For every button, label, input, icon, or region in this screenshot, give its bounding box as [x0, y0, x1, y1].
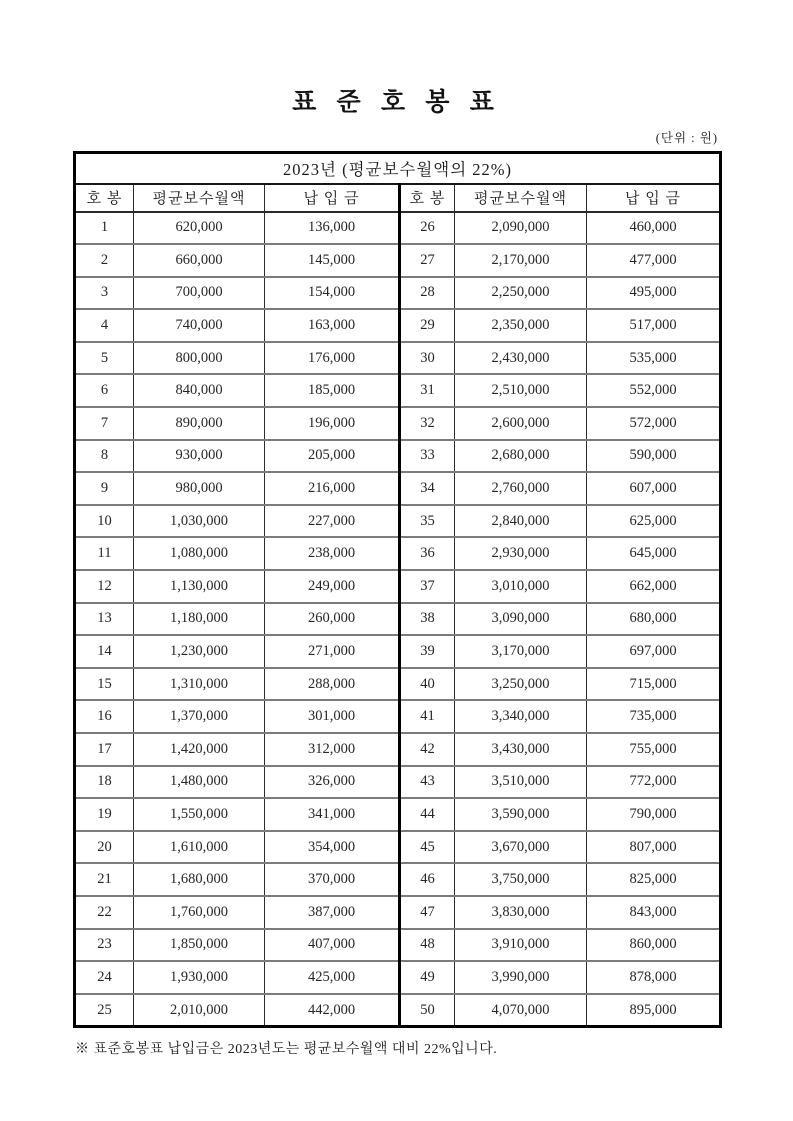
salary-cell-right: 3,830,000: [455, 896, 587, 929]
table-row: [75, 537, 721, 570]
salary-cell-right: 2,760,000: [455, 472, 587, 505]
payment-cell-right: 590,000: [587, 440, 721, 473]
salary-cell-right: 3,990,000: [455, 961, 587, 994]
salary-cell-right: 2,430,000: [455, 342, 587, 375]
salary-cell-left: 660,000: [134, 244, 265, 277]
payment-cell-right: 825,000: [587, 863, 721, 896]
salary-cell-left: 740,000: [134, 309, 265, 342]
table-row: [75, 505, 721, 538]
salary-cell-right: 2,680,000: [455, 440, 587, 473]
payment-cell-right: 807,000: [587, 831, 721, 864]
payment-cell-left: 238,000: [265, 537, 400, 570]
salary-cell-right: 3,010,000: [455, 570, 587, 603]
salary-cell-left: 890,000: [134, 407, 265, 440]
grade-cell-right: 28: [400, 277, 455, 310]
table-row: [75, 635, 721, 668]
grade-cell-right: 47: [400, 896, 455, 929]
table-row: [75, 472, 721, 505]
table-row: [75, 309, 721, 342]
column-header-payment-left: 납 입 금: [265, 184, 400, 212]
grade-cell-right: 35: [400, 505, 455, 538]
payment-cell-left: 288,000: [265, 668, 400, 701]
salary-cell-right: 3,250,000: [455, 668, 587, 701]
grade-cell-left: 22: [75, 896, 134, 929]
salary-cell-left: 980,000: [134, 472, 265, 505]
grade-cell-right: 45: [400, 831, 455, 864]
grade-cell-left: 15: [75, 668, 134, 701]
grade-cell-left: 19: [75, 798, 134, 831]
grade-cell-right: 41: [400, 700, 455, 733]
salary-cell-left: 1,230,000: [134, 635, 265, 668]
payment-cell-left: 354,000: [265, 831, 400, 864]
salary-cell-left: 930,000: [134, 440, 265, 473]
grade-cell-left: 14: [75, 635, 134, 668]
table-row: [75, 896, 721, 929]
salary-cell-left: 1,480,000: [134, 766, 265, 799]
salary-cell-right: 3,090,000: [455, 603, 587, 636]
grade-cell-right: 38: [400, 603, 455, 636]
salary-cell-left: 1,180,000: [134, 603, 265, 636]
grade-cell-left: 8: [75, 440, 134, 473]
salary-cell-right: 3,750,000: [455, 863, 587, 896]
salary-cell-right: 2,510,000: [455, 374, 587, 407]
grade-cell-left: 10: [75, 505, 134, 538]
salary-cell-left: 1,680,000: [134, 863, 265, 896]
grade-cell-left: 25: [75, 994, 134, 1027]
payment-cell-right: 680,000: [587, 603, 721, 636]
salary-cell-right: 3,430,000: [455, 733, 587, 766]
salary-cell-left: 1,760,000: [134, 896, 265, 929]
payment-cell-left: 407,000: [265, 929, 400, 962]
salary-cell-right: 2,600,000: [455, 407, 587, 440]
payment-cell-right: 895,000: [587, 994, 721, 1027]
payment-cell-left: 326,000: [265, 766, 400, 799]
table-body: [75, 212, 721, 1027]
grade-cell-left: 6: [75, 374, 134, 407]
grade-cell-right: 46: [400, 863, 455, 896]
grade-cell-right: 36: [400, 537, 455, 570]
payment-cell-left: 145,000: [265, 244, 400, 277]
salary-cell-right: 2,090,000: [455, 212, 587, 245]
payment-cell-right: 517,000: [587, 309, 721, 342]
salary-grade-table: [73, 151, 722, 1029]
grade-cell-left: 21: [75, 863, 134, 896]
salary-cell-left: 1,370,000: [134, 700, 265, 733]
payment-cell-left: 260,000: [265, 603, 400, 636]
salary-cell-left: 1,610,000: [134, 831, 265, 864]
grade-cell-left: 20: [75, 831, 134, 864]
grade-cell-right: 44: [400, 798, 455, 831]
grade-cell-right: 26: [400, 212, 455, 245]
grade-cell-right: 42: [400, 733, 455, 766]
payment-cell-right: 662,000: [587, 570, 721, 603]
salary-cell-right: 2,930,000: [455, 537, 587, 570]
table-caption-row: [75, 152, 721, 184]
table-row: [75, 212, 721, 245]
grade-cell-right: 32: [400, 407, 455, 440]
grade-cell-left: 5: [75, 342, 134, 375]
payment-cell-left: 370,000: [265, 863, 400, 896]
payment-cell-right: 715,000: [587, 668, 721, 701]
payment-cell-left: 216,000: [265, 472, 400, 505]
grade-cell-right: 34: [400, 472, 455, 505]
column-header-grade-left: 호 봉: [75, 184, 134, 212]
salary-cell-left: 1,130,000: [134, 570, 265, 603]
payment-cell-right: 735,000: [587, 700, 721, 733]
payment-cell-right: 843,000: [587, 896, 721, 929]
table-row: [75, 440, 721, 473]
payment-cell-left: 425,000: [265, 961, 400, 994]
payment-cell-right: 572,000: [587, 407, 721, 440]
grade-cell-right: 27: [400, 244, 455, 277]
payment-cell-right: 477,000: [587, 244, 721, 277]
salary-cell-left: 840,000: [134, 374, 265, 407]
payment-cell-left: 136,000: [265, 212, 400, 245]
payment-cell-left: 249,000: [265, 570, 400, 603]
table-row: [75, 863, 721, 896]
table-row: [75, 961, 721, 994]
grade-cell-left: 12: [75, 570, 134, 603]
grade-cell-right: 37: [400, 570, 455, 603]
table-row: [75, 668, 721, 701]
payment-cell-right: 607,000: [587, 472, 721, 505]
grade-cell-left: 23: [75, 929, 134, 962]
payment-cell-right: 755,000: [587, 733, 721, 766]
payment-cell-right: 878,000: [587, 961, 721, 994]
payment-cell-left: 341,000: [265, 798, 400, 831]
payment-cell-left: 312,000: [265, 733, 400, 766]
grade-cell-left: 11: [75, 537, 134, 570]
salary-cell-left: 620,000: [134, 212, 265, 245]
payment-cell-right: 772,000: [587, 766, 721, 799]
salary-cell-left: 1,030,000: [134, 505, 265, 538]
table-row: [75, 277, 721, 310]
table-caption: 2023년 (평균보수월액의 22%): [75, 152, 721, 184]
salary-cell-right: 2,840,000: [455, 505, 587, 538]
payment-cell-left: 442,000: [265, 994, 400, 1027]
table-row: [75, 603, 721, 636]
payment-cell-right: 697,000: [587, 635, 721, 668]
table-row: [75, 374, 721, 407]
table-row: [75, 994, 721, 1027]
grade-cell-left: 2: [75, 244, 134, 277]
salary-cell-left: 1,550,000: [134, 798, 265, 831]
grade-cell-left: 18: [75, 766, 134, 799]
salary-cell-left: 1,310,000: [134, 668, 265, 701]
payment-cell-left: 163,000: [265, 309, 400, 342]
payment-cell-left: 196,000: [265, 407, 400, 440]
grade-cell-left: 9: [75, 472, 134, 505]
grade-cell-left: 1: [100, 219, 109, 236]
salary-cell-right: 3,340,000: [455, 700, 587, 733]
grade-cell-right: 39: [400, 635, 455, 668]
salary-cell-left: 1,080,000: [134, 537, 265, 570]
salary-cell-right: 3,590,000: [455, 798, 587, 831]
table-row: [75, 407, 721, 440]
salary-cell-right: 4,070,000: [455, 994, 587, 1027]
table-row: [75, 733, 721, 766]
payment-cell-left: 387,000: [265, 896, 400, 929]
payment-cell-left: 185,000: [265, 374, 400, 407]
salary-cell-right: 3,170,000: [455, 635, 587, 668]
grade-cell-left: 24: [75, 961, 134, 994]
grade-cell-right: 49: [400, 961, 455, 994]
column-header-grade-right: 호 봉: [400, 184, 455, 212]
salary-cell-right: 3,670,000: [455, 831, 587, 864]
salary-cell-left: 700,000: [134, 277, 265, 310]
salary-cell-left: 1,930,000: [134, 961, 265, 994]
footnote: ※ 표준호봉표 납입금은 2023년도는 평균보수월액 대비 22%입니다.: [75, 1042, 498, 1058]
table-row: [75, 700, 721, 733]
payment-cell-right: 860,000: [587, 929, 721, 962]
grade-cell-right: 29: [400, 309, 455, 342]
table-row: [75, 244, 721, 277]
payment-cell-right: 625,000: [587, 505, 721, 538]
salary-cell-left: 2,010,000: [134, 994, 265, 1027]
grade-cell-right: 30: [400, 342, 455, 375]
grade-cell-right: 50: [400, 994, 455, 1027]
payment-cell-right: 460,000: [587, 212, 721, 245]
table-row: [75, 570, 721, 603]
salary-cell-right: 3,910,000: [455, 929, 587, 962]
column-header-salary-right: 평균보수월액: [455, 184, 587, 212]
payment-cell-left: 154,000: [265, 277, 400, 310]
table-row: [75, 929, 721, 962]
grade-cell-right: 33: [400, 440, 455, 473]
table-row: [75, 766, 721, 799]
unit-note: (단위 : 원): [655, 130, 718, 145]
grade-cell-right: 43: [400, 766, 455, 799]
payment-cell-right: 790,000: [587, 798, 721, 831]
grade-cell-right: 31: [400, 374, 455, 407]
payment-cell-right: 552,000: [587, 374, 721, 407]
column-header-salary-left: 평균보수월액: [134, 184, 265, 212]
column-header-payment-right: 납 입 금: [587, 184, 721, 212]
payment-cell-left: 271,000: [265, 635, 400, 668]
grade-cell-left: 4: [75, 309, 134, 342]
page-title: 표 준 호 봉 표: [292, 89, 501, 116]
grade-cell-right: 40: [400, 668, 455, 701]
payment-cell-right: 535,000: [587, 342, 721, 375]
table-row: [75, 831, 721, 864]
grade-cell-left: 17: [75, 733, 134, 766]
payment-cell-left: 301,000: [265, 700, 400, 733]
table-header-row: [75, 184, 721, 212]
grade-cell-left: 7: [75, 407, 134, 440]
grade-cell-left: 3: [75, 277, 134, 310]
salary-cell-right: 2,170,000: [455, 244, 587, 277]
payment-cell-right: 495,000: [587, 277, 721, 310]
table-row: [75, 798, 721, 831]
payment-cell-left: 176,000: [265, 342, 400, 375]
salary-cell-left: 1,420,000: [134, 733, 265, 766]
salary-cell-right: 2,350,000: [455, 309, 587, 342]
salary-cell-right: 2,250,000: [455, 277, 587, 310]
grade-cell-left: 16: [75, 700, 134, 733]
payment-cell-right: 645,000: [587, 537, 721, 570]
salary-cell-left: 800,000: [134, 342, 265, 375]
grade-cell-right: 48: [400, 929, 455, 962]
salary-cell-right: 3,510,000: [455, 766, 587, 799]
payment-cell-left: 227,000: [265, 505, 400, 538]
table-row: [75, 342, 721, 375]
salary-cell-left: 1,850,000: [134, 929, 265, 962]
grade-cell-left: 13: [75, 603, 134, 636]
payment-cell-left: 205,000: [265, 440, 400, 473]
